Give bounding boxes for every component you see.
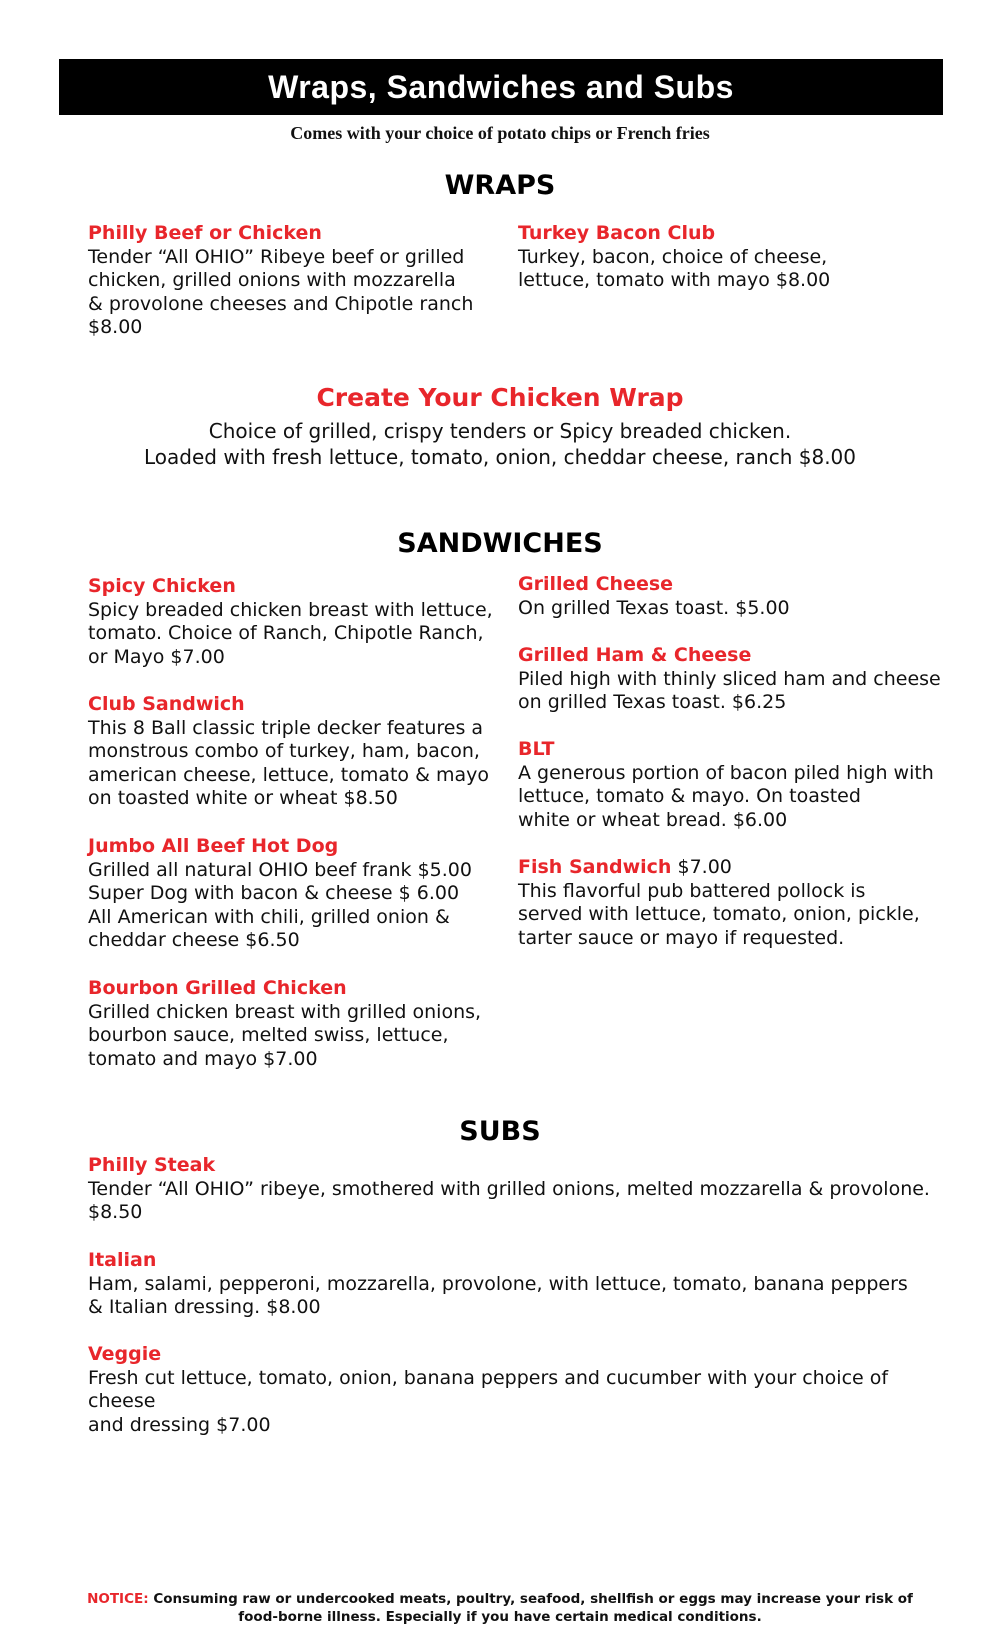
item-description: A generous portion of bacon piled high with lettuce, tomato & mayo. On toasted white or wheat bread. $6.00 [518, 761, 934, 831]
menu-item-blt [518, 738, 948, 832]
section-title-sandwiches: SANDWICHES [397, 528, 603, 559]
item-description: This 8 Ball classic triple decker features a monstrous combo of turkey, ham, bacon, american cheese, lettuce, tomato & mayo on toasted white or wheat $8.50 [88, 716, 489, 809]
item-description: This flavorful pub battered pollock is served with lettuce, tomato, onion, pickle, tarter sauce or mayo if requested. [518, 879, 920, 949]
item-name: Veggie [88, 1343, 162, 1365]
page-title: Wraps, Sandwiches and Subs [59, 59, 943, 115]
menu-item-bourbon-grilled-chicken [88, 977, 508, 1071]
item-name: BLT [518, 738, 555, 760]
menu-item-club-sandwich [88, 693, 508, 811]
item-description: Fresh cut lettuce, tomato, onion, banana peppers and cucumber with your choice of cheese and dressing $7.00 [88, 1366, 889, 1436]
menu-item-grilled-cheese [518, 573, 948, 620]
menu-item-grilled-ham-cheese [518, 644, 948, 715]
item-description: Grilled all natural OHIO beef frank $5.00 Super Dog with bacon & cheese $ 6.00 All American with chili, grilled onion & cheddar cheese $6.50 [88, 858, 472, 951]
item-description: Piled high with thinly sliced ham and cheese on grilled Texas toast. $6.25 [518, 667, 941, 713]
feature-chicken-wrap [0, 383, 1000, 470]
section-title-wraps: WRAPS [444, 170, 556, 201]
item-name: Jumbo All Beef Hot Dog [88, 835, 339, 857]
notice-text: Consuming raw or undercooked meats, poultry, seafood, shellfish or eggs may increase your risk of food-borne illness. Especially if you have certain medical conditions. [148, 1591, 913, 1625]
item-name: Spicy Chicken [88, 575, 236, 597]
menu-item-italian [88, 1249, 948, 1320]
menu-item-hot-dog [88, 835, 508, 953]
feature-description: Choice of grilled, crispy tenders or Spicy breaded chicken. Loaded with fresh lettuce, tomato, onion, cheddar cheese, ranch $8.00 [143, 419, 856, 469]
item-name: Club Sandwich [88, 693, 245, 715]
menu-item-philly-steak [88, 1154, 948, 1225]
item-name: Grilled Cheese [518, 573, 674, 595]
item-name: Fish Sandwich [518, 856, 672, 878]
item-name: Philly Beef or Chicken [88, 222, 322, 244]
item-description: On grilled Texas toast. $5.00 [518, 596, 790, 619]
menu-item-veggie [88, 1343, 948, 1437]
item-description: Spicy breaded chicken breast with lettuce, tomato. Choice of Ranch, Chipotle Ranch, or Mayo $7.00 [88, 598, 493, 668]
menu-item-spicy-chicken [88, 575, 508, 669]
item-description: Ham, salami, pepperoni, mozzarella, provolone, with lettuce, tomato, banana peppers & Italian dressing. $8.00 [88, 1272, 908, 1318]
feature-title: Create Your Chicken Wrap [316, 383, 684, 412]
menu-item-turkey-bacon-club [518, 222, 938, 293]
item-description: Tender “All OHIO” Ribeye beef or grilled chicken, grilled onions with mozzarella & provolone cheeses and Chipotle ranch $8.00 [88, 245, 474, 338]
item-description: Grilled chicken breast with grilled onions, bourbon sauce, melted swiss, lettuce, tomato and mayo $7.00 [88, 1000, 482, 1070]
item-name: Grilled Ham & Cheese [518, 644, 752, 666]
item-name: Bourbon Grilled Chicken [88, 977, 347, 999]
menu-item-philly-beef-chicken [88, 222, 508, 340]
food-safety-notice [80, 1590, 920, 1626]
item-description: Turkey, bacon, choice of cheese, lettuce, tomato with mayo $8.00 [518, 245, 831, 291]
section-title-subs: SUBS [459, 1116, 541, 1147]
item-name: Philly Steak [88, 1154, 216, 1176]
item-name: Italian [88, 1249, 157, 1271]
item-price: $7.00 [671, 856, 732, 878]
notice-label: NOTICE: [87, 1591, 149, 1607]
menu-item-fish-sandwich [518, 856, 948, 950]
page-subtitle: Comes with your choice of potato chips or French fries [290, 123, 710, 143]
item-name: Turkey Bacon Club [518, 222, 716, 244]
item-description: Tender “All OHIO” ribeye, smothered with grilled onions, melted mozzarella & provolone. $8.50 [88, 1177, 930, 1223]
